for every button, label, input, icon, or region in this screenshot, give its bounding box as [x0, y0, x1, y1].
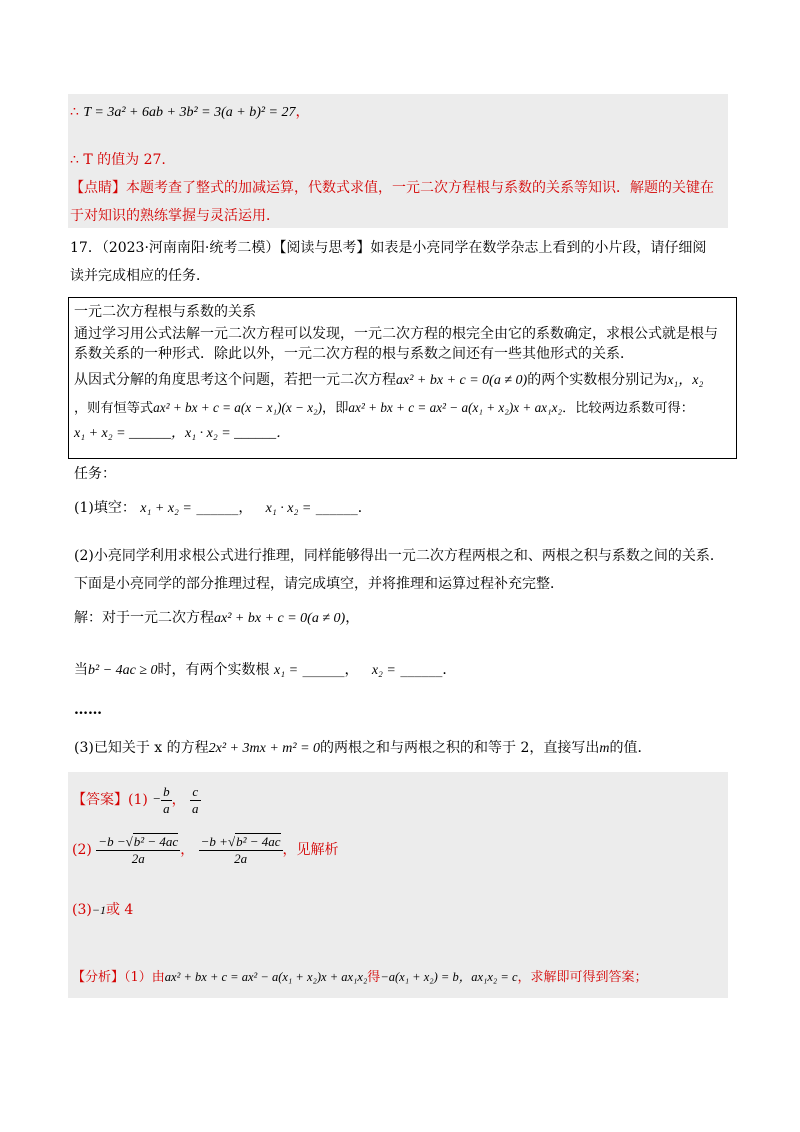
ellipsis: ……	[74, 702, 102, 718]
problem-intro-1: 17．（2023·河南南阳·统考二模）【阅读与思考】如表是小亮同学在数学杂志上看到的小片段，请仔细阅	[70, 240, 707, 256]
note-line-1: 【点睛】本题考查了整式的加减运算，代数式求值，一元二次方程根与系数的关系等知识．解题的关键在	[70, 180, 714, 196]
box-para1-line1: 通过学习用公式法解一元二次方程可以发现，一元二次方程的根完全由它的系数确定，求根公式就是根与	[74, 326, 718, 342]
answer-tag: 【答案】	[72, 792, 128, 809]
therefore-icon: ∴	[70, 152, 79, 168]
fraction-c-over-a: $\frac{c}{a}$	[192, 784, 199, 816]
answer-2: (2) $\frac{\text{−b −√b² − 4ac}}{2a}$ ， $\frac{\text{−b +√b² − 4ac}}{2a}$ ，见解析	[72, 834, 339, 866]
blank-2: ______．	[315, 500, 372, 516]
sqrt-icon: √	[227, 834, 236, 849]
root-formula-minus: $\frac{\text{−b −√b² − 4ac}}{2a}$	[98, 834, 179, 866]
blank-x2: ______．	[400, 662, 457, 678]
box-para1-line2: 系数关系的一种形式．除此以外，一元二次方程的根与系数之间还有一些其他形式的关系．	[74, 346, 634, 362]
tasks-label: 任务：	[74, 466, 116, 482]
root-formula-plus: $\frac{\text{−b +√b² − 4ac}}{2a}$	[200, 834, 281, 866]
blank-x1: ______，	[302, 662, 359, 678]
problem-intro-2: 读并完成相应的任务．	[70, 268, 210, 284]
note-tag: 【点睛】	[70, 180, 126, 196]
fraction-neg-b-over-a: − $\frac{b}{a}$	[152, 784, 170, 816]
blank-1: ______，	[196, 500, 253, 516]
box-para2-line1: 从因式分解的角度思考这个问题，若把一元二次方程ax² + bx + c = 0(a ≠ 0)的两个实数根分别记为x₁，x₂	[74, 372, 704, 388]
answer-3: (3)−1或 4	[72, 902, 134, 918]
task-2-line1: (2)小亮同学利用求根公式进行推理，同样能够得出一元二次方程两根之和、两根之积与系数之间的关系．	[74, 548, 724, 564]
box-para2-line3: x₁ + x₂ = ______，x₁ · x₂ = ______．	[74, 426, 291, 441]
task-2-line2: 下面是小亮同学的部分推理过程，请完成填空，并将推理和运算过程补充完整．	[74, 576, 564, 592]
analysis-line: 【分析】（1）由ax² + bx + c = ax² − a(x₁ + x₂)x + ax₁x₂得−a(x₁ + x₂) = b，ax₁x₂ = c，求解即可得到答案；	[72, 970, 648, 985]
analysis-tag: 【分析】	[72, 970, 125, 985]
sqrt-icon: √	[125, 834, 133, 849]
box-para2-line2: ，则有恒等式ax² + bx + c = a(x − x₁)(x − x₂)，即ax² + bx + c = ax² − a(x₁ + x₂)x + ax₁x₂．比较两边系数可得：	[74, 400, 694, 416]
note-line-2: 于对知识的熟练掌握与灵活运用．	[70, 208, 280, 224]
task-2-roots: 当b² − 4ac ≥ 0时，有两个实数根 x₁ = ______， x₂ = ______．	[74, 662, 457, 678]
therefore-line: ∴ T = 3a² + 6ab + 3b² = 3(a + b)² = 27，	[70, 104, 310, 120]
box-title: 一元二次方程根与系数的关系	[74, 304, 256, 320]
t-value-line: ∴ T 的值为 27.	[70, 152, 166, 168]
task-1: (1)填空： x₁ + x₂ = ______， x₁ · x₂ = ______．	[74, 500, 372, 516]
task-2-solution: 解：对于一元二次方程ax² + bx + c = 0(a ≠ 0)，	[74, 610, 360, 626]
therefore-icon: ∴	[70, 104, 79, 120]
answer-1: 【答案】(1) − $\frac{b}{a}$ ， $\frac{c}{a}$	[72, 784, 199, 816]
task-3: (3)已知关于 x 的方程2x² + 3mx + m² = 0的两根之和与两根之积的和等于 2，直接写出m的值．	[74, 740, 652, 756]
